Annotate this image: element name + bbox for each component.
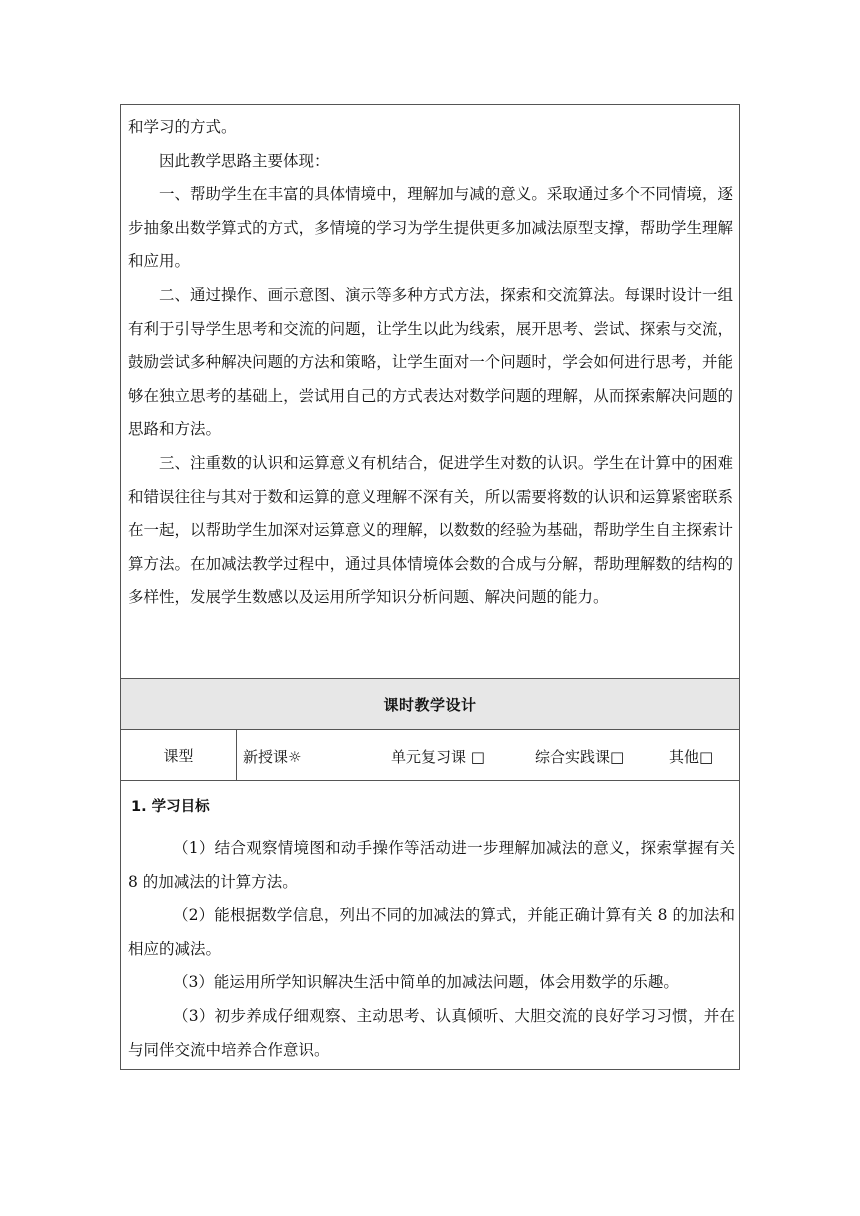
lesson-type-review-option[interactable]: 单元复习课 □ bbox=[391, 748, 485, 766]
objective-item: （1）结合观察情境图和动手操作等活动进一步理解加减法的意义，探索掌握有关 8 的加减法的计算方法。 bbox=[128, 839, 735, 891]
rationale-paragraph: 因此教学思路主要体现： bbox=[159, 152, 330, 170]
lesson-type-new-option[interactable]: 新授课☼ bbox=[243, 748, 302, 766]
lesson-type-other-option[interactable]: 其他□ bbox=[669, 748, 714, 766]
lesson-design-title: 课时教学设计 bbox=[383, 695, 477, 714]
objectives-title: 1. 学习目标 bbox=[131, 799, 210, 815]
lesson-type-label: 课型 bbox=[163, 746, 194, 765]
objective-item: （2）能根据数学信息，列出不同的加减法的算式，并能正确计算有关 8 的加法和相应的减法。 bbox=[128, 906, 735, 958]
objectives-cell bbox=[121, 781, 739, 1069]
rationale-paragraph: 一、帮助学生在丰富的具体情境中，理解加与减的意义。采取通过多个不同情境，逐步抽象出数学算式的方式，多情境的学习为学生提供更多加减法原型支撑，帮助学生理解和应用。 bbox=[128, 185, 733, 270]
teaching-rationale-cell bbox=[121, 105, 739, 678]
lesson-plan-table bbox=[120, 104, 740, 1070]
lesson-type-practice-option[interactable]: 综合实践课□ bbox=[535, 748, 625, 766]
objective-item: （3）能运用所学知识解决生活中简单的加减法问题，体会用数学的乐趣。 bbox=[173, 973, 679, 991]
lesson-type-label-cell bbox=[121, 730, 237, 780]
rationale-paragraph: 和学习的方式。 bbox=[128, 118, 237, 136]
rationale-paragraph: 二、通过操作、画示意图、演示等多种方式方法，探索和交流算法。每课时设计一组有利于引导学生思考和交流的问题，让学生以此为线索，展开思考、尝试、探索与交流，鼓励尝试多种解决问题的方法和策略，让学生面对一个问题时，学会如何进行思考，并能够在独立思考的基础上，尝试用自己的方式表达对数学问题的理解，从而探索解决问题的思路和方法。 bbox=[128, 286, 733, 438]
objective-item: （3）初步养成仔细观察、主动思考、认真倾听、大胆交流的良好学习习惯，并在与同伴交流中培养合作意识。 bbox=[128, 1007, 735, 1059]
lesson-type-row bbox=[121, 730, 739, 781]
lesson-design-header-row bbox=[121, 678, 739, 730]
rationale-paragraph: 三、注重数的认识和运算意义有机结合，促进学生对数的认识。学生在计算中的困难和错误往往与其对于数和运算的意义理解不深有关，所以需要将数的认识和运算紧密联系在一起，以帮助学生加深对运算意义的理解，以数数的经验为基础，帮助学生自主探索计算方法。在加减法教学过程中，通过具体情境体会数的合成与分解，帮助理解数的结构的多样性，发展学生数感以及运用所学知识分析问题、解决问题的能力。 bbox=[128, 454, 733, 606]
